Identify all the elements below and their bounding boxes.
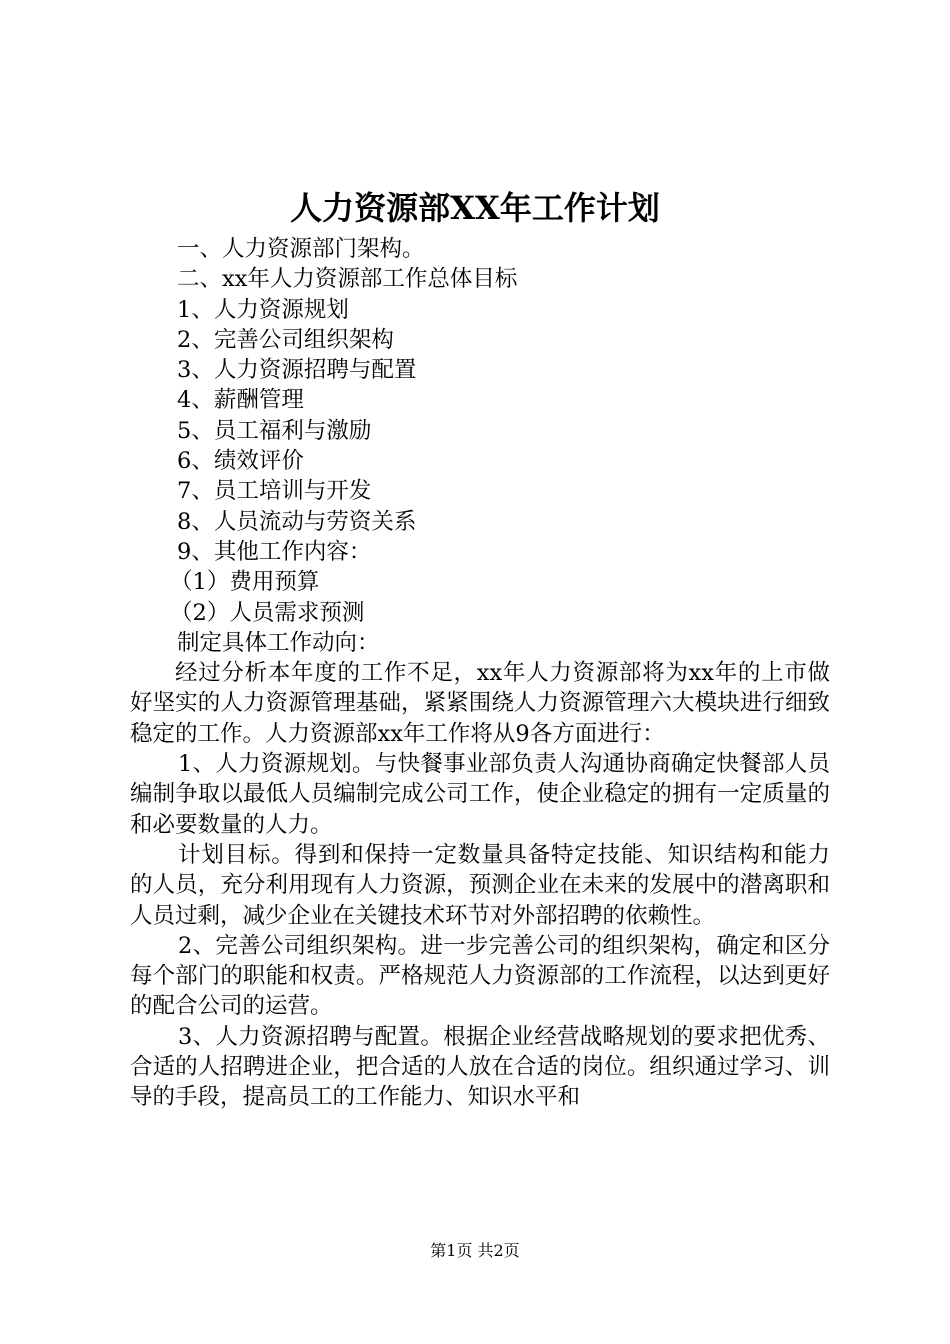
outline-subline: （1）费用预算 (170, 569, 320, 596)
outline-line: 一、人力资源部门架构。 (177, 236, 425, 262)
body-paragraph: 3、人力资源招聘与配置。根据企业经营战略规划的要求把优秀、合适的人招聘进企业，把合适的人放在合适的岗位。组织通过学习、训导的手段，提高员工的工作能力、知识水平和 (130, 1023, 830, 1111)
outline-line: 1、人力资源规划 (177, 296, 349, 323)
outline-line: 4、薪酬管理 (177, 387, 304, 414)
outline-line: 6、绩效评价 (177, 448, 304, 475)
document-title: 人力资源部XX年工作计划 (290, 189, 660, 227)
body-paragraph: 经过分析本年度的工作不足，xx年人力资源部将为xx年的上市做好坚实的人力资源管理基础，紧紧围绕人力资源管理六大模块进行细致稳定的工作。人力资源部xx年工作将从9各方面进行： (130, 660, 830, 747)
outline-line: 9、其他工作内容： (177, 538, 372, 565)
outline-line: 制定具体工作动向： (177, 629, 380, 656)
document-body (130, 234, 830, 1113)
page-footer: 第1页 共2页 (430, 1241, 520, 1260)
outline-line: 二、xx年人力资源部工作总体目标 (177, 266, 518, 293)
body-paragraph: 1、人力资源规划。与快餐事业部负责人沟通协商确定快餐部人员编制争取以最低人员编制完成公司工作，使企业稳定的拥有一定质量的和必要数量的人力。 (130, 751, 830, 838)
outline-line: 3、人力资源招聘与配置 (177, 357, 417, 384)
outline-line: 2、完善公司组织架构 (177, 326, 394, 353)
body-paragraph: 2、完善公司组织架构。进一步完善公司的组织架构，确定和区分每个部门的职能和权责。严格规范人力资源部的工作流程，以达到更好的配合公司的运营。 (130, 932, 830, 1020)
outline-subline: （2）人员需求预测 (170, 599, 365, 626)
outline-line: 7、员工培训与开发 (177, 478, 372, 505)
outline-line: 5、员工福利与激励 (177, 417, 372, 444)
outline-line: 8、人员流动与劳资关系 (177, 508, 417, 535)
body-paragraph: 计划目标。得到和保持一定数量具备特定技能、知识结构和能力的人员，充分利用现有人力资源，预测企业在未来的发展中的潜离职和人员过剩，减少企业在关键技术环节对外部招聘的依赖性。 (130, 841, 830, 929)
